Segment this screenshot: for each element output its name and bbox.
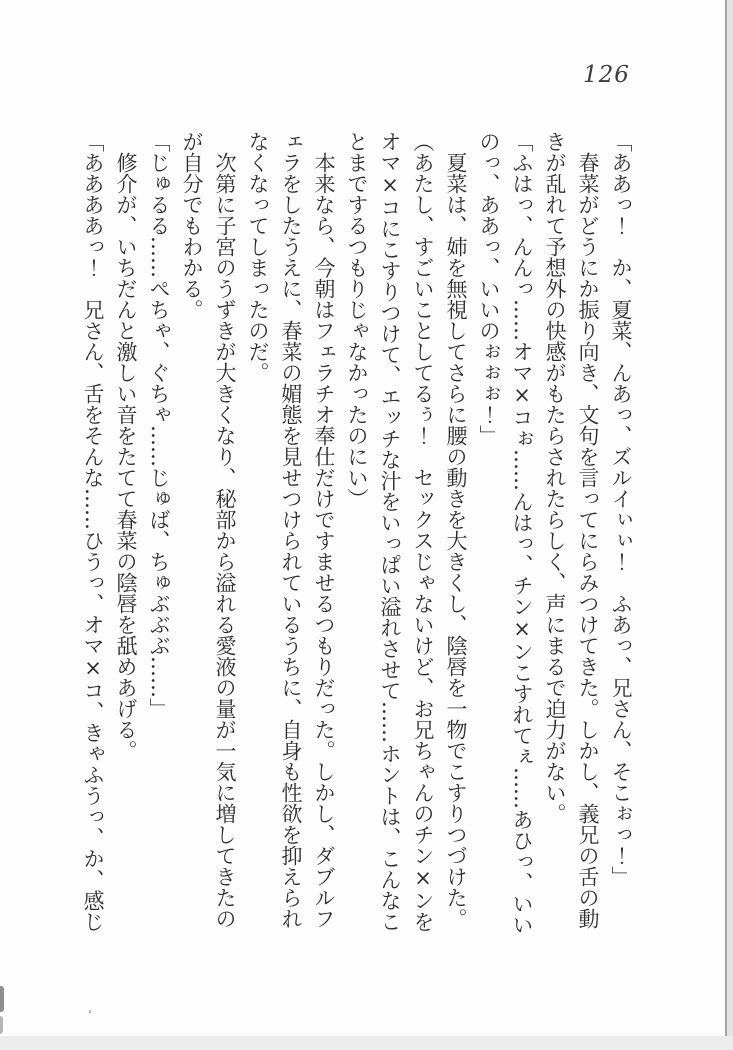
- page-edge-left-mark: [0, 1016, 3, 1034]
- text-line: 本来なら、今朝はフェラチオ奉仕だけですませるつもりだった。しかし、ダブルフ: [312, 131, 336, 929]
- text-line: 「ああああっ！ 兄さん、舌をそんな……ひうっ、オマ×コ、きゃふうっ、か、感じ: [81, 131, 105, 932]
- page-edge-right-line: [725, 0, 727, 1042]
- page-edge-bottom-shade: [0, 1036, 733, 1050]
- page-number: 126: [583, 62, 630, 88]
- text-line: 「ああっ！ か、夏菜、んあっ、ズルイぃぃ！ ふあっ、兄さん、そこぉっ！」: [609, 131, 633, 887]
- text-line: とまでするつもりじゃなかったのにい）: [345, 131, 369, 509]
- text-line: のっ、ああっ、いいのぉぉぉ！」: [477, 131, 501, 446]
- text-line: オマ×コにこすりつけて、エッチな汁をいっぱい溢れさせて……ホントは、こんなこ: [378, 131, 402, 932]
- text-line: きが乱れて予想外の快感がもたらされたらしく、声にまるで迫力がない。: [543, 131, 567, 824]
- body-text: [76, 131, 637, 941]
- scan-speck: [89, 1010, 91, 1013]
- text-line: なくなってしまったのだ。: [246, 131, 270, 383]
- text-line: （あたし、すごいことしてるぅ！ セックスじゃないけど、お兄ちゃんのチン×ンを: [411, 131, 435, 932]
- text-line: 次第に子宮のうずきが大きくなり、秘部から溢れる愛液の量が一気に増してきたの: [213, 131, 237, 929]
- text-line: 「ふはっ、んんっ……オマ×コぉ……んはっ、チン×ンこすれてぇ……あひっ、いい: [510, 131, 534, 935]
- text-line: 「じゅるる……ぺちゃ、ぐちゃ……じゅば、ちゅぶぶぶ……」: [147, 131, 171, 719]
- text-line: 修介が、いちだんと激しい音をたてて春菜の陰唇を舐めあげる。: [114, 131, 138, 761]
- page-edge-right-shade: [727, 0, 733, 1050]
- text-line: ェラをしたうえに、春菜の媚態を見せつけられているうちに、自身も性欲を抑えられ: [279, 131, 303, 929]
- text-line: 春菜がどうにか振り向き、文句を言ってにらみつけてきた。しかし、義兄の舌の動: [576, 131, 600, 929]
- text-line: 夏菜は、姉を無視してさらに腰の動きを大きくし、陰唇を一物でこすりつづけた。: [444, 131, 468, 929]
- text-line: が自分でもわかる。: [180, 131, 204, 320]
- page-edge-left-mark: [0, 986, 4, 1012]
